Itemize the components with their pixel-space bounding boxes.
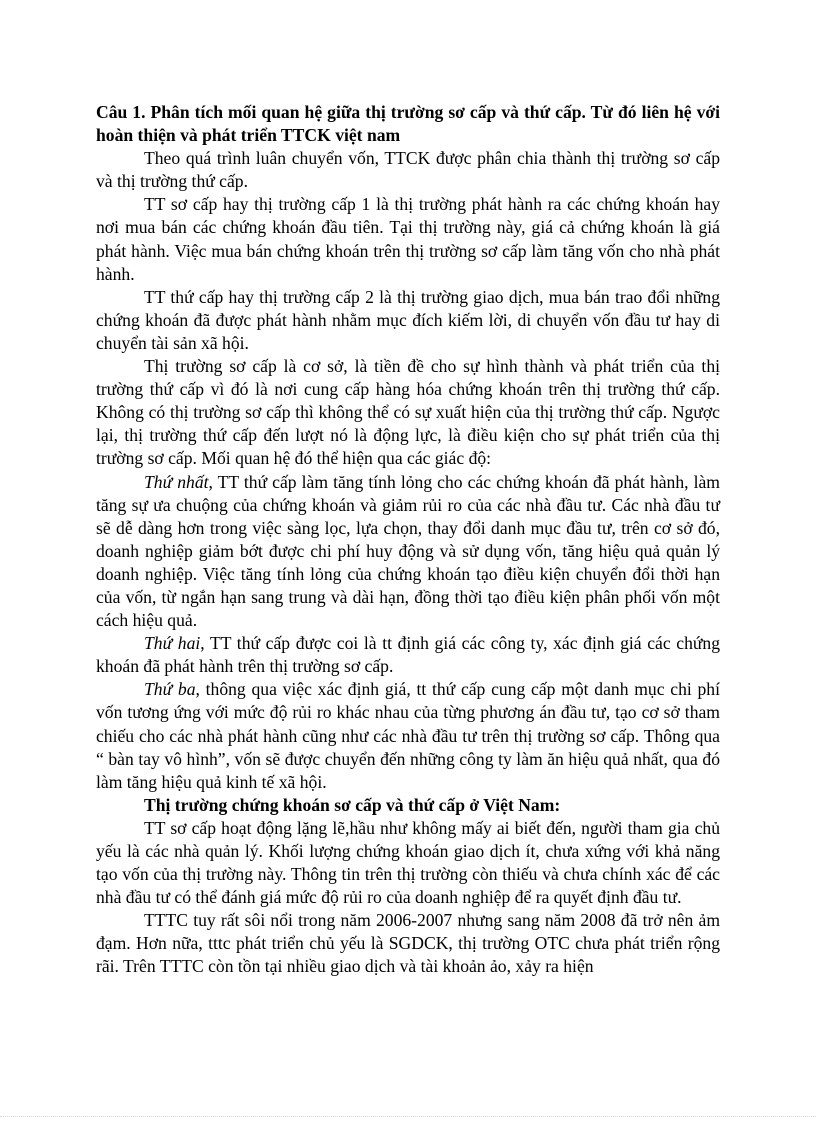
paragraph-vn-secondary: TTTC tuy rất sôi nổi trong năm 2006-2007 nhưng sang năm 2008 đã trở nên ảm đạm. Hơn nữa, tttc phát triển chủ yếu là SGDCK, thị trường OTC chưa phát triển rộng rãi. Trên TTTC còn tồn tại nhiều giao dịch và tài khoản ảo, xảy ra hiện — [96, 910, 720, 977]
first-point-label: Thứ nhất — [144, 471, 209, 492]
first-point-text: , TT thứ cấp làm tăng tính lỏng cho các chứng khoán đã phát hành, làm tăng sự ưa chuộng của chứng khoán và giảm rủi ro của các nhà đầu tư. Các nhà đầu tư sẽ dễ dàng hơn trong việc sàng lọc, lựa chọn, thay đổi danh mục đầu tư, trên cơ sở đó, doanh nghiệp giảm bớt được chi phí huy động và sử dụng vốn, tăng hiệu quả quản lý doanh nghiệp. Việc tăng tính lỏng của chứng khoán tạo điều kiện chuyển đổi thời hạn của vốn, từ ngắn hạn sang trung và dài hạn, đồng thời tạo điều kiện phân phối vốn một cách hiệu quả. — [96, 471, 720, 631]
paragraph-third-point — [96, 678, 720, 793]
section-subheading: Thị trường chứng khoán sơ cấp và thứ cấp ở Việt Nam: — [144, 794, 561, 815]
paragraph-first-point — [96, 471, 720, 633]
paragraph-second-point — [96, 632, 720, 678]
document-body — [96, 101, 720, 979]
third-point-label: Thứ ba — [144, 679, 196, 700]
second-point-text: , TT thứ cấp được coi là tt định giá các công ty, xác định giá các chứng khoán đã phát hành trên thị trường sơ cấp. — [96, 633, 720, 677]
paragraph-intro: Theo quá trình luân chuyển vốn, TTCK được phân chia thành thị trường sơ cấp và thị trường thứ cấp. — [96, 148, 720, 192]
third-point-text: , thông qua việc xác định giá, tt thứ cấp cung cấp một danh mục chi phí vốn tương ứng với mức độ rủi ro khác nhau của từng phương án đầu tư, tạo cơ sở tham chiếu cho các nhà phát hành cũng như các nhà đầu tư trên thị trường sơ cấp. Thông qua “ bàn tay vô hình”, vốn sẽ được chuyển đến những công ty làm ăn hiệu quả nhất, qua đó làm tăng hiệu quả kinh tế xã hội. — [96, 679, 720, 792]
paragraph-secondary-market: TT thứ cấp hay thị trường cấp 2 là thị trường giao dịch, mua bán trao đổi những chứng khoán đã được phát hành nhằm mục đích kiếm lời, di chuyển vốn đầu tư hay di chuyển tài sản xã hội. — [96, 286, 720, 353]
second-point-label: Thứ hai — [144, 633, 201, 654]
question-heading: Câu 1. Phân tích mối quan hệ giữa thị trường sơ cấp và thứ cấp. Từ đó liên hệ với hoàn thiện và phát triển TTCK việt nam — [96, 102, 720, 146]
paragraph-vn-primary: TT sơ cấp hoạt động lặng lẽ,hầu như không mấy ai biết đến, người tham gia chủ yếu là các nhà quản lý. Khối lượng chứng khoán giao dịch ít, chưa xứng với khả năng tạo vốn của thị trường này. Thông tin trên thị trường còn thiếu và chưa chính xác để các nhà đầu tư có thể đánh giá mức độ rủi ro của doanh nghiệp để ra quyết định đầu tư. — [96, 817, 720, 908]
paragraph-relationship: Thị trường sơ cấp là cơ sở, là tiền đề cho sự hình thành và phát triển của thị trường thứ cấp vì đó là nơi cung cấp hàng hóa chứng khoán trên thị trường thứ cấp. Không có thị trường sơ cấp thì không thể có sự xuất hiện của thị trường thứ cấp. Ngược lại, thị trường thứ cấp đến lượt nó là động lực, là điều kiện cho sự phát triển của thị trường sơ cấp. Mối quan hệ đó thể hiện qua các giác độ: — [96, 356, 720, 469]
page-bottom-divider — [0, 1116, 816, 1117]
paragraph-primary-market: TT sơ cấp hay thị trường cấp 1 là thị trường phát hành ra các chứng khoán hay nơi mua bán các chứng khoán đầu tiên. Tại thị trường này, giá cả chứng khoán là giá phát hành. Việc mua bán chứng khoán trên thị trường sơ cấp làm tăng vốn cho nhà phát hành. — [96, 194, 720, 284]
